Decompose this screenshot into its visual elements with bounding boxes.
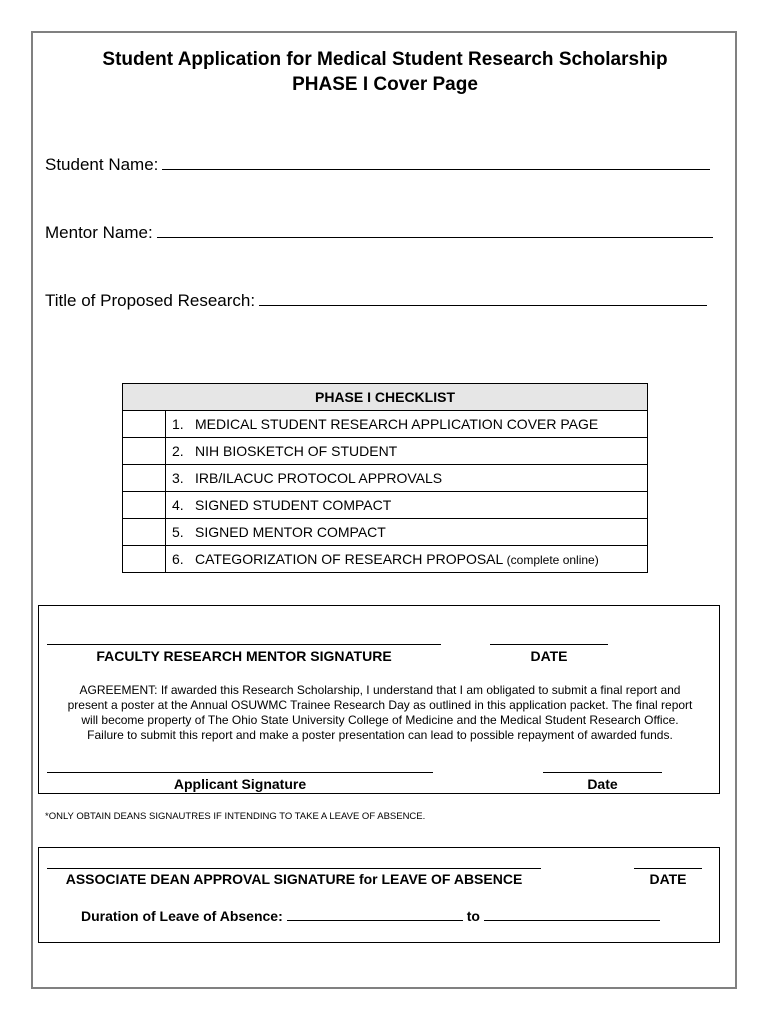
checklist-row — [123, 492, 648, 519]
checklist-heading: PHASE I CHECKLIST — [123, 384, 648, 411]
mentor-signature-line[interactable] — [47, 644, 441, 645]
checklist-item-text: MEDICAL STUDENT RESEARCH APPLICATION COVER PAGE — [195, 416, 599, 432]
dean-date-line[interactable] — [634, 868, 702, 869]
mentor-date-label: DATE — [530, 648, 568, 664]
agreement-line: Failure to submit this report and make a poster presentation can lead to possible repayment of awarded funds. — [87, 728, 673, 742]
checklist-checkbox[interactable] — [123, 438, 166, 465]
mentor-signature-label: FACULTY RESEARCH MENTOR SIGNATURE — [96, 648, 392, 664]
checklist-item-number: 5. — [172, 524, 184, 540]
student-name-field[interactable] — [45, 152, 710, 175]
mentor-name-label: Mentor Name: — [45, 223, 153, 242]
leave-end-line[interactable] — [484, 906, 660, 921]
checklist-item-number: 2. — [172, 443, 184, 459]
checklist-item-number: 6. — [172, 551, 184, 567]
agreement-line: will become property of The Ohio State University College of Medicine and the Medical Student Research Office. — [81, 713, 679, 727]
checklist-checkbox[interactable] — [123, 465, 166, 492]
checklist-checkbox[interactable] — [123, 546, 166, 573]
checklist-row — [123, 519, 648, 546]
agreement-line: present a poster at the Annual OSUWMC Trainee Research Day as outlined in this application packet. The final report — [67, 698, 693, 712]
checklist-item-number: 4. — [172, 497, 184, 513]
applicant-signature-line[interactable] — [47, 772, 433, 773]
research-title-line[interactable] — [259, 288, 707, 306]
checklist-row — [123, 438, 648, 465]
mentor-signature-section — [38, 605, 720, 794]
leave-duration-field — [81, 906, 664, 924]
mentor-name-field[interactable] — [45, 220, 713, 243]
checklist-item-text: IRB/ILACUC PROTOCOL APPROVALS — [195, 470, 443, 486]
checklist-row — [123, 465, 648, 492]
page-subtitle: PHASE I Cover Page — [292, 74, 478, 95]
checklist-checkbox[interactable] — [123, 411, 166, 438]
checklist-item-text: NIH BIOSKETCH OF STUDENT — [195, 443, 398, 459]
checklist-row — [123, 411, 648, 438]
student-name-label: Student Name: — [45, 155, 159, 174]
mentor-date-line[interactable] — [490, 644, 608, 645]
checklist-item-number: 3. — [172, 470, 184, 486]
dean-date-label: DATE — [649, 871, 687, 887]
page-title: Student Application for Medical Student Research Scholarship — [102, 49, 668, 70]
dean-signature-label: ASSOCIATE DEAN APPROVAL SIGNATURE for LEAVE OF ABSENCE — [65, 871, 523, 887]
leave-start-line[interactable] — [287, 906, 463, 921]
checklist-item-text: SIGNED STUDENT COMPACT — [195, 497, 392, 513]
deans-signature-note: *ONLY OBTAIN DEANS SIGNAUTRES IF INTENDING TO TAKE A LEAVE OF ABSENCE. — [45, 811, 426, 822]
mentor-name-line[interactable] — [157, 220, 713, 238]
leave-duration-label: Duration of Leave of Absence: — [81, 908, 283, 924]
student-name-line[interactable] — [162, 152, 710, 170]
agreement-line: AGREEMENT: If awarded this Research Scholarship, I understand that I am obligated to submit a final report and — [79, 683, 681, 697]
phase-checklist-table — [122, 383, 648, 573]
checklist-item-number: 1. — [172, 416, 184, 432]
research-title-label: Title of Proposed Research: — [45, 291, 256, 310]
checklist-row — [123, 546, 648, 573]
checklist-item-text: SIGNED MENTOR COMPACT — [195, 524, 386, 540]
checklist-checkbox[interactable] — [123, 519, 166, 546]
checklist-checkbox[interactable] — [123, 492, 166, 519]
applicant-date-line[interactable] — [543, 772, 662, 773]
research-title-field[interactable] — [45, 288, 707, 311]
dean-signature-section — [38, 847, 720, 943]
dean-signature-line[interactable] — [47, 868, 541, 869]
leave-to-label: to — [466, 908, 480, 924]
checklist-item-text: CATEGORIZATION OF RESEARCH PROPOSAL — [195, 551, 503, 567]
applicant-date-label: Date — [587, 776, 618, 792]
checklist-item-note: (complete online) — [506, 553, 599, 567]
applicant-signature-label: Applicant Signature — [173, 776, 307, 792]
